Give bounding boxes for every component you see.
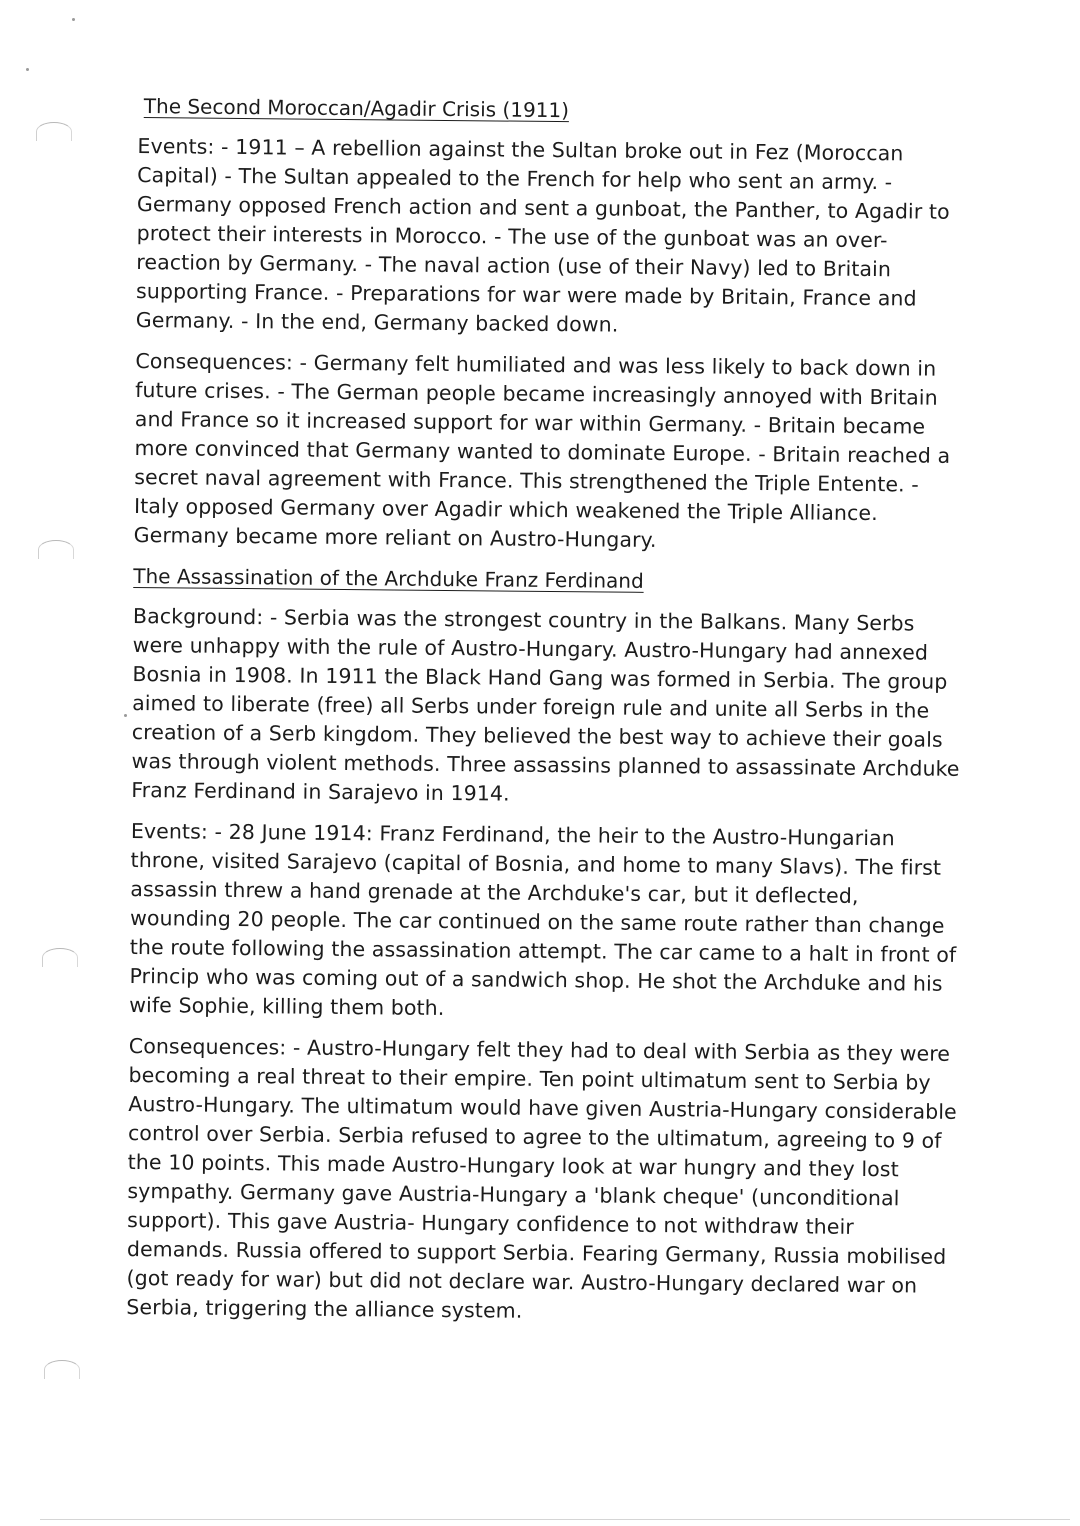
paragraph-agadir-consequences: Consequences: - Germany felt humiliated and was less likely to back down in future crises. - The German people became increasingly annoyed with Britain and France so it increased support for war within Germany. - Britain became more convinced that Germany wanted to dominate Europe. - Britain reached a secret naval agreement with France. This strengthened the Triple Entente. - Italy opposed Germany over Agadir which weakened the Triple Alliance. Germany became more reliant on Austro-Hungary. (133, 348, 951, 552)
page-bottom-edge (40, 1519, 1070, 1520)
scan-speck (26, 68, 29, 71)
scan-speck (124, 714, 127, 717)
paragraph-assassination-events: Events: - 28 June 1914: Franz Ferdinand, the heir to the Austro-Hungarian throne, visited Sarajevo (capital of Bosnia, and home to many Slavs). The first assassin threw a hand grenade at the Archduke's car, but it deflected, wounding 20 people. The car continued on the same route rather than change the route following the assassination attempt. The car came to a halt in front of Princip who was coming out of a sandwich shop. He shot the Archduke and his wife Sophie, killing them both. (129, 818, 957, 1020)
paragraph-assassination-consequences: Consequences: - Austro-Hungary felt they had to deal with Serbia as they were becoming a real threat to their empire. Ten point ultimatum sent to Serbia by Austro-Hungary. The ultimatum would have given Austria-Hungary considerable control over Serbia. Serbia refused to agree to the ultimatum, agreeing to 9 of the 10 points. This made Austro-Hungary look at war hungry and they lost sympathy. Germany gave Austria-Hungary a 'blank cheque' (unconditional support). This gave Austria- Hungary confidence to not withdraw their demands. Russia offered to support Serbia. Fearing Germany, Russia mobilised (got ready for war) but did not declare war. Austro-Hungary declared war on Serbia, triggering the alliance system. (126, 1033, 957, 1323)
paragraph-assassination-background: Background: - Serbia was the strongest country in the Balkans. Many Serbs were unhappy with the rule of Austro-Hungary. Austro-Hungary had annexed Bosnia in 1908. In 1911 the Black Hand Gang was formed in Serbia. The group aimed to liberate (free) all Serbs under foreign rule and unite all Serbs in the creation of a Serb kingdom. They believed the best way to achieve their goals was through violent methods. Three assassins planned to assassinate Archduke Franz Ferdinand in Sarajevo in 1914. (131, 603, 960, 806)
document-body (126, 92, 973, 1342)
punch-hole-mark (36, 122, 72, 141)
section-title-agadir-crisis: The Second Moroccan/Agadir Crisis (1911) (143, 94, 570, 123)
punch-hole-mark (44, 1360, 80, 1379)
punch-hole-mark (38, 540, 74, 559)
paragraph-agadir-events: Events: - 1911 – A rebellion against the Sultan broke out in Fez (Moroccan Capital) - The Sultan appealed to the French for help who sent an army. - Germany opposed French action and sent a gunboat, the Panther, to Agadir to protect their interests in Morocco. - The use of the gunboat was an over-reaction by Germany. - The naval action (use of their Navy) led to Britain supporting France. - Preparations for war were made by Britain, France and Germany. - In the end, Germany backed down. (135, 133, 950, 337)
scan-speck (72, 18, 75, 21)
section-title-assassination: The Assassination of the Archduke Franz Ferdinand (133, 563, 644, 593)
punch-hole-mark (42, 948, 78, 967)
